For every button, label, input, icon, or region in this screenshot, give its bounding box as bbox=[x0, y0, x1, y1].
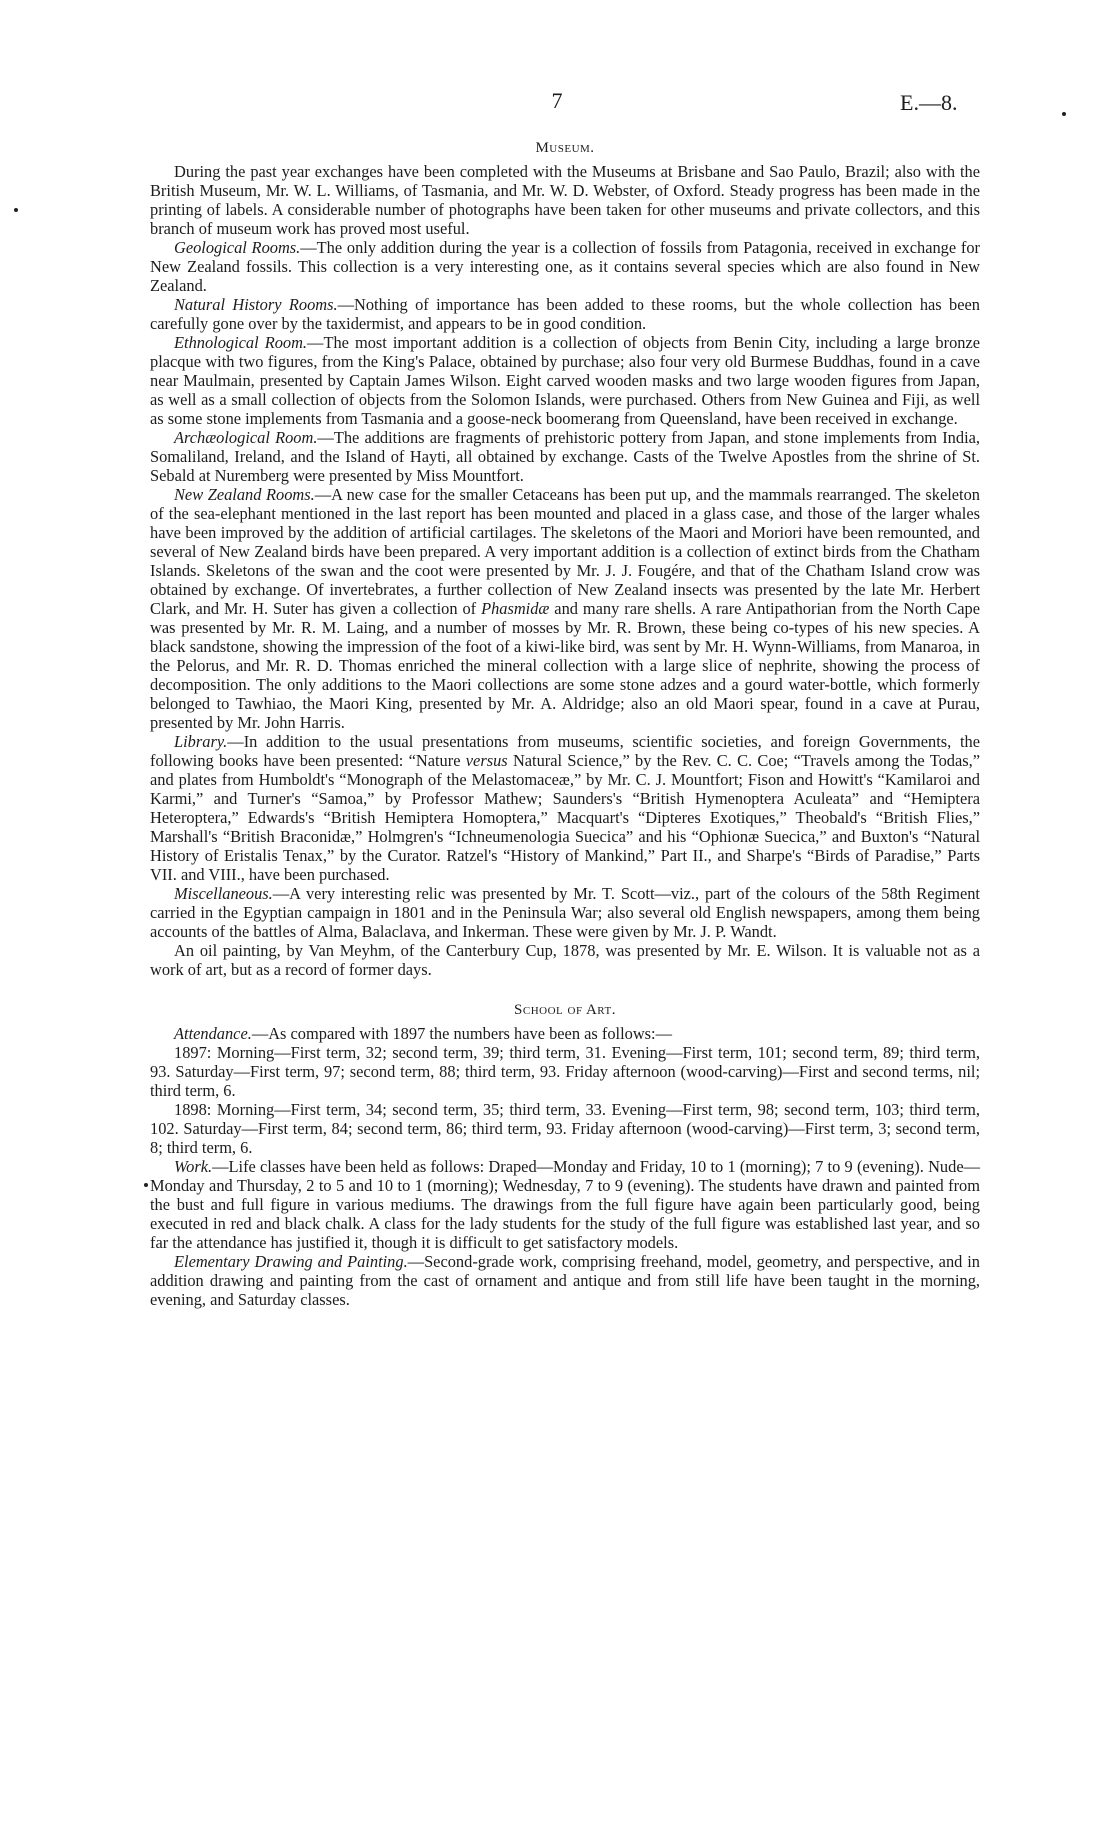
paragraph-text: —A new case for the smaller Cetaceans has been put up, and the mammals rearranged. The skeleton of the sea-elephant mentioned in the last report has been mounted and placed in a glass case, and those of the larger whales have been improved by the addition of artificial cartilages. The skeletons of the Maori and Moriori have been remounted, and several of New Zealand birds have been prepared. A very important addition is a collection of extinct birds from the Chatham Islands. Skeletons of the swan and the coot were presented by Mr. J. J. Fougére, and that of the Chatham Island crow was obtained by exchange. Of invertebrates, a further collection of New Zealand insects was presented by the late Mr. Herbert Clark, and Mr. H. Suter has given a collection of bbox=[150, 485, 980, 618]
subheading-natural-history-rooms: Natural History Rooms. bbox=[174, 295, 338, 314]
paragraph-archaeological-room bbox=[150, 428, 980, 485]
paragraph-geological-rooms bbox=[150, 238, 980, 295]
body-text bbox=[150, 139, 980, 1309]
paragraph-museum-intro: During the past year exchanges have been completed with the Museums at Brisbane and Sao Paulo, Brazil; also with the British Museum, Mr. W. L. Williams, of Tasmania, and Mr. W. D. Webster, of Oxford. Steady progress has been made in the printing of labels. A considerable number of photographs have been taken for other museums and private collectors, and this branch of museum work has proved most useful. bbox=[150, 162, 980, 238]
speck-mark bbox=[14, 208, 18, 212]
paragraph-text: —As compared with 1897 the numbers have been as follows:— bbox=[251, 1024, 672, 1043]
subheading-ethnological-room: Ethnological Room. bbox=[174, 333, 308, 352]
subheading-work: Work. bbox=[174, 1157, 213, 1176]
subheading-geological-rooms: Geological Rooms. bbox=[174, 238, 301, 257]
paragraph-text: Natural Science,” by the Rev. C. C. Coe; “Travels among the Todas,” and plates from Humboldt's “Monograph of the Melastomaceæ,” by Mr. C. J. Mountfort; Fison and Howitt's “Kamilaroi and Karmi,” and Turner's “Samoa,” by Professor Mathew; Saunders's “British Hymenoptera Aculeata” and “Hemiptera Heteroptera,” Edwards's “British Hemiptera Homoptera,” Macquart's “Dipteres Exotiques,” Theobald's “British Flies,” Marshall's “British Braconidæ,” Holmgren's “Ichneumenologia Suecica” and his “Ophionæ Suecica,” and Buxton's “Natural History of Eristalis Tenax,” by the Curator. Ratzel's “History of Mankind,” Part II., and Sharpe's “Birds of Paradise,” Parts VII. and VIII., have been purchased. bbox=[150, 751, 980, 884]
paragraph-natural-history-rooms bbox=[150, 295, 980, 333]
subheading-attendance: Attendance. bbox=[174, 1024, 252, 1043]
paragraph-text: and many rare shells. A rare Antipathorian from the North Cape was presented by Mr. R. M. Laing, and a number of mosses by Mr. R. Brown, these being co-types of his new species. A black sandstone, showing the impression of the foot of a kiwi-like bird, was sent by Mr. H. Wynn-Williams, from Manaroa, in the Pelorus, and Mr. R. D. Thomas enriched the mineral collection with a large slice of nephrite, showing the process of decomposition. The only additions to the Maori collections are some stone adzes and a gourd water-bottle, which formerly belonged to Tawhiao, the Maori King, presented by Mr. A. Aldridge; also an old Maori spear, found in a cave at Purau, presented by Mr. John Harris. bbox=[150, 599, 981, 732]
italic-term: versus bbox=[465, 751, 508, 770]
paragraph-oil-painting: An oil painting, by Van Meyhm, of the Canterbury Cup, 1878, was presented by Mr. E. Wilson. It is valuable not as a work of art, but as a record of former days. bbox=[150, 941, 980, 979]
page-number: 7 bbox=[551, 88, 563, 113]
italic-term: Phasmidæ bbox=[481, 599, 550, 618]
paragraph-text: —The most important addition is a collection of objects from Benin City, including a large bronze placque with two figures, from the King's Palace, obtained by purchase; also four very old Burmese Buddhas, found in a cave near Maulmain, presented by Captain James Wilson. Eight carved wooden masks and two large wooden figures from Japan, as well as a small collection of objects from the Solomon Islands, were purchased. Others from New Guinea and Fiji, as well as some stone implements from Tasmania and a goose-neck boomerang from Queensland, have been received in exchange. bbox=[150, 333, 981, 428]
paragraph-text: —Life classes have been held as follows: Draped—Monday and Friday, 10 to 1 (morning); 7 to 9 (evening). Nude—Monday and Thursday, 2 to 5 and 10 to 1 (morning); Wednesday, 7 to 9 (evening). The students have drawn and painted from the bust and full figure in various mediums. The drawings from the full figure have again been particularly good, being executed in red and black chalk. A class for the lady students for the study of the full figure was established last year, and so far the attendance has justified it, though it is difficult to get satisfactory models. bbox=[150, 1157, 980, 1252]
subheading-archaeological-room: Archæological Room. bbox=[174, 428, 318, 447]
section-heading-museum: Museum. bbox=[535, 140, 595, 156]
paragraph-attendance-1898: 1898: Morning—First term, 34; second term, 35; third term, 33. Evening—First term, 98; second term, 103; third term, 102. Saturday—First term, 84; second term, 86; third term, 93. Friday afternoon (wood-carving)—First term, 3; second term, 8; third term, 6. bbox=[150, 1100, 980, 1157]
paragraph-work bbox=[150, 1157, 980, 1252]
section-heading-school-of-art: School of Art. bbox=[514, 1002, 616, 1018]
paragraph-ethnological-room bbox=[150, 333, 980, 428]
paragraph-text: —In addition to the usual presentations from museums, scientific societies, and foreign Governments, the following books have been presented: “Nature bbox=[150, 732, 980, 770]
paragraph-text: —The additions are fragments of prehistoric pottery from Japan, and stone implements from India, Somaliland, Ireland, and the Island of Hayti, all obtained by exchange. Casts of the Twelve Apostles from the shrine of St. Sebald at Nuremberg were presented by Miss Mountfort. bbox=[150, 428, 980, 485]
paragraph-attendance bbox=[150, 1024, 980, 1043]
paragraph-miscellaneous bbox=[150, 884, 980, 941]
subheading-elementary-drawing: Elementary Drawing and Painting. bbox=[174, 1252, 408, 1271]
page-reference: E.—8. bbox=[900, 90, 958, 115]
paragraph-library bbox=[150, 732, 980, 884]
paragraph-text: —A very interesting relic was presented by Mr. T. Scott—viz., part of the colours of the 58th Regiment carried in the Egyptian campaign in 1801 and in the Peninsula War; also several old English newspapers, among them being accounts of the battles of Alma, Balaclava, and Inkerman. These were given by Mr. J. P. Wandt. bbox=[150, 884, 980, 941]
subheading-miscellaneous: Miscellaneous. bbox=[174, 884, 273, 903]
speck-mark bbox=[1062, 112, 1066, 116]
subheading-new-zealand-rooms: New Zealand Rooms. bbox=[174, 485, 315, 504]
paragraph-attendance-1897: 1897: Morning—First term, 32; second term, 39; third term, 31. Evening—First term, 101; second term, 89; third term, 93. Saturday—First term, 97; second term, 88; third term, 93. Friday afternoon (wood-carving)—First and second terms, nil; third term, 6. bbox=[150, 1043, 980, 1100]
paragraph-new-zealand-rooms bbox=[150, 485, 980, 732]
paragraph-text: —Second-grade work, comprising freehand, model, geometry, and perspective, and in addition drawing and painting from the cast of ornament and antique and from still life have been taught in the morning, evening, and Saturday classes. bbox=[150, 1252, 980, 1309]
paragraph-text: —Nothing of importance has been added to these rooms, but the whole collection has been carefully gone over by the taxidermist, and appears to be in good condition. bbox=[150, 295, 980, 333]
paragraph-text: —The only addition during the year is a collection of fossils from Patagonia, received in exchange for New Zealand fossils. This collection is a very interesting one, as it contains several species which are also found in New Zealand. bbox=[150, 238, 980, 295]
speck-mark bbox=[144, 1183, 148, 1187]
paragraph-elementary-drawing bbox=[150, 1252, 980, 1309]
subheading-library: Library. bbox=[174, 732, 228, 751]
